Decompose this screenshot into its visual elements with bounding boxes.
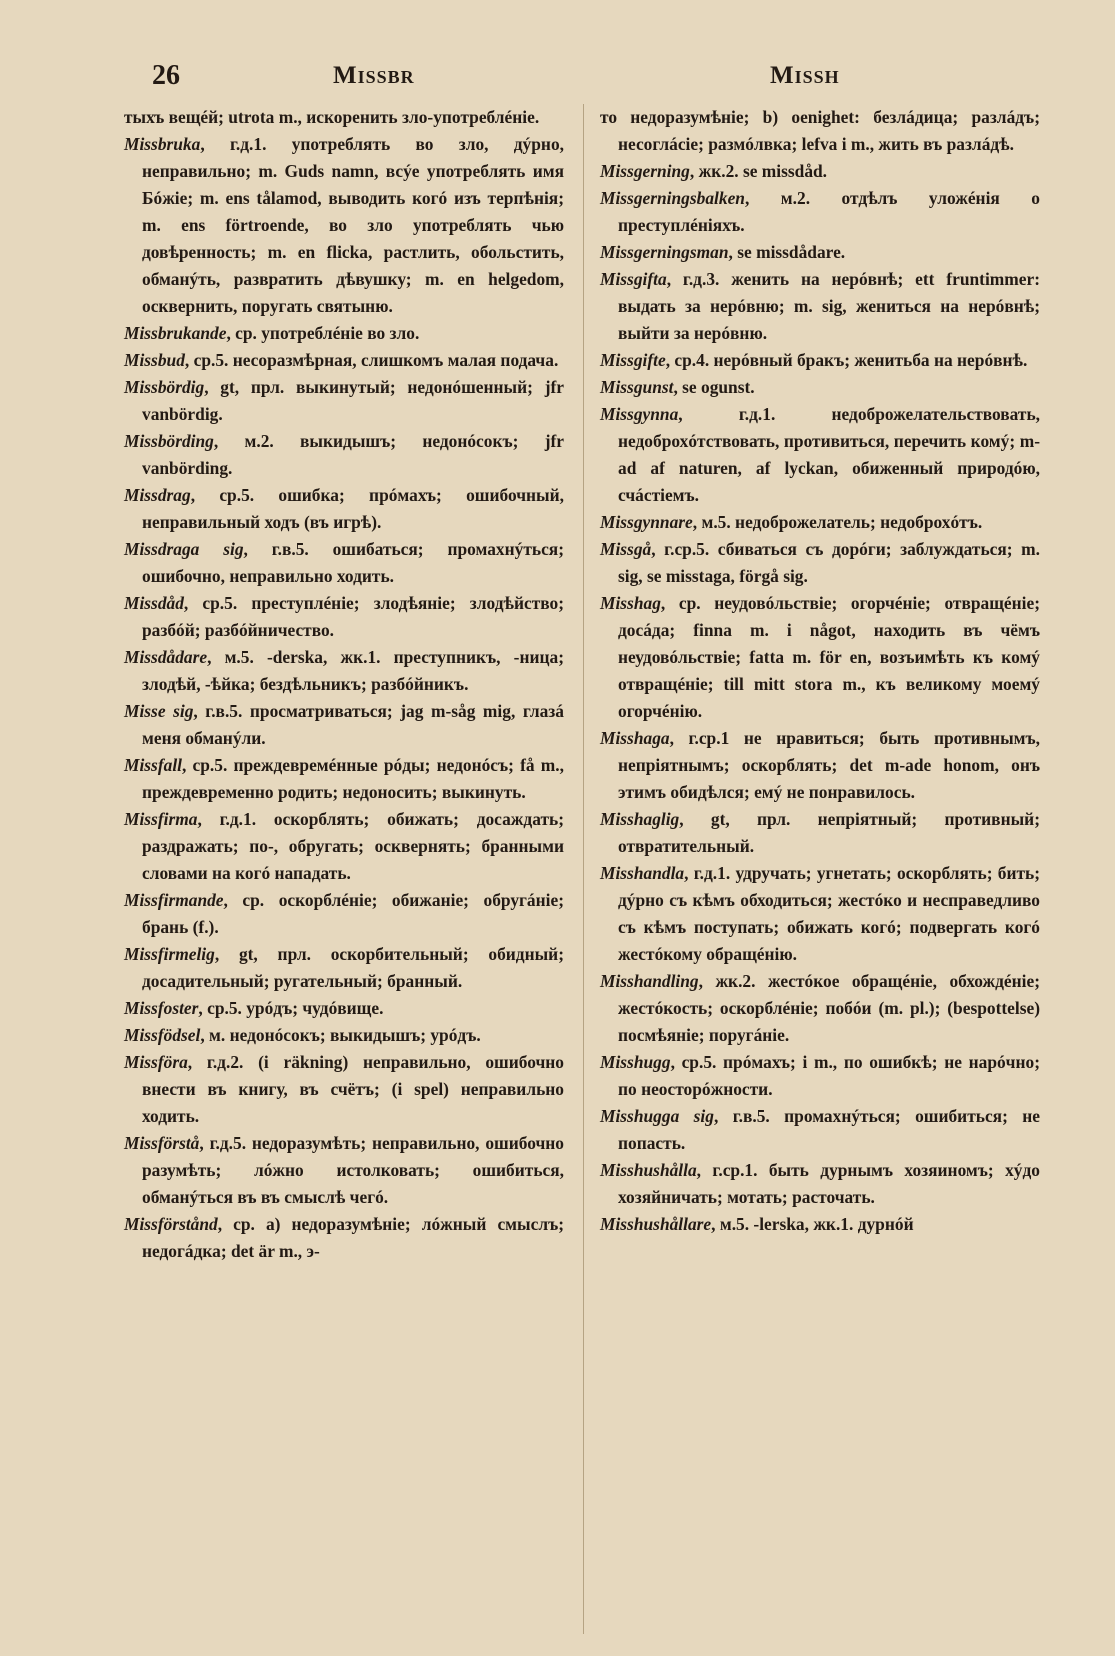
definition: , ср.5. несоразмѣрная, слишкомъ малая подача. <box>184 350 559 370</box>
headword: Missbud <box>124 350 185 370</box>
definition: , жк.2. se missdåd. <box>689 161 828 181</box>
definition: , жк.2. жестóкое обращéніе, обхождéніе; жестóкость; оскорблéніе; побóи (m. pl.); (bespottelse) посмѣяніе; поругáніе. <box>618 971 1040 1045</box>
definition: , ср.5. прóмахъ; i m., по ошибкѣ; не нарóчно; по неосторóжности. <box>618 1052 1040 1099</box>
dictionary-entry <box>124 536 564 590</box>
definition: , г.в.5. промахнýться; ошибиться; не попасть. <box>618 1106 1040 1153</box>
headword: Missdådare <box>124 647 208 667</box>
definition: , г.д.1. недоброжелательствовать, недоброхóтствовать, противиться, перечить комý; m-ad af naturen, af lyckan, обиженный природóю, счáстіемъ. <box>618 404 1040 505</box>
headword: Missgerning <box>600 161 690 181</box>
definition: , gt, прл. непріятный; противный; отвратительный. <box>618 809 1040 856</box>
dictionary-entry <box>600 1211 1040 1238</box>
definition: тыхъ вещéй; utrota m., искоренить зло-употреблéніе. <box>124 107 540 127</box>
dictionary-entry <box>600 725 1040 806</box>
dictionary-entry <box>124 1049 564 1130</box>
definition: , г.ср.5. сбиваться съ дорóги; заблуждаться; m. sig, se misstaga, förgå sig. <box>618 539 1040 586</box>
dictionary-entry <box>600 1049 1040 1103</box>
headword: Misshaga <box>600 728 670 748</box>
headword: Missgifta <box>600 269 667 289</box>
dictionary-entry <box>124 131 564 320</box>
definition: , м. недонóсокъ; выкидышъ; урóдъ. <box>200 1025 481 1045</box>
definition: , г.ср.1 не нравиться; быть противнымъ, непріятнымъ; оскорблять; det m-ade honom, онъ этимъ обидѣлся; емý не понравилось. <box>618 728 1040 802</box>
headword: Missbrukande <box>124 323 227 343</box>
definition: , г.ср.1. быть дурнымъ хозяиномъ; хýдо хозяйничать; мотать; расточать. <box>618 1160 1040 1207</box>
headword: Missfirmande <box>124 890 224 910</box>
headword: Missfödsel <box>124 1025 201 1045</box>
headword: Missbördig <box>124 377 205 397</box>
headword: Misse sig <box>124 701 194 721</box>
definition: , ср. употреблéніе во зло. <box>226 323 420 343</box>
definition: , ср.4. нерóвный бракъ; женитьба на нерóвнѣ. <box>665 350 1028 370</box>
dictionary-entry <box>600 347 1040 374</box>
dictionary-entry <box>124 482 564 536</box>
definition: , г.д.1. оскорблять; обижать; досаждать; раздражать; по-, обругать; осквернять; бранными словами на когó нападать. <box>142 809 564 883</box>
dictionary-entry <box>124 941 564 995</box>
dictionary-entry <box>124 590 564 644</box>
dictionary-entry <box>124 428 564 482</box>
dictionary-entry <box>124 1130 564 1211</box>
definition: , м.2. отдѣлъ уложéнія о преступлéніяхъ. <box>618 188 1040 235</box>
definition: , ср.5. ошибка; прóмахъ; ошибочный, неправильный ходъ (въ игрѣ). <box>142 485 564 532</box>
definition: , г.д.3. женить на нерóвнѣ; ett fruntimmer: выдать за нерóвню; m. sig, жениться на нерóвнѣ; выйти за нерóвню. <box>618 269 1040 343</box>
definition: , gt, прл. оскорбительный; обидный; досадительный; ругательный; бранный. <box>142 944 564 991</box>
dictionary-entry <box>600 509 1040 536</box>
definition: , se ogunst. <box>673 377 755 397</box>
left-column <box>124 104 564 1265</box>
dictionary-entry <box>600 590 1040 725</box>
dictionary-entry <box>600 806 1040 860</box>
headword: Missgå <box>600 539 652 559</box>
headword: Misshandling <box>600 971 699 991</box>
dictionary-entry <box>124 887 564 941</box>
headword: Missgerningsbalken <box>600 188 745 208</box>
right-column <box>600 104 1040 1238</box>
headword: Missfirma <box>124 809 198 829</box>
headword: Missgynna <box>600 404 679 424</box>
headword: Missfirmelig <box>124 944 215 964</box>
headword: Missdåd <box>124 593 184 613</box>
headword: Missdraga sig <box>124 539 244 559</box>
headword: Missgynnare <box>600 512 693 532</box>
page-number: 26 <box>152 60 180 91</box>
definition: , gt, прл. выкинутый; недонóшенный; jfr vanbördig. <box>142 377 564 424</box>
guide-word-left: Missbr <box>333 62 415 89</box>
dictionary-entry <box>124 347 564 374</box>
definition: , г.в.5. ошибаться; промахнýться; ошибочно, неправильно ходить. <box>142 539 564 586</box>
definition: , ср. неудовóльствіе; огорчéніе; отвращéніе; досáда; finna m. i något, находить въ чёмъ неудовóльствіе; fatta m. för en, возъимѣть къ комý отвращéніе; till mitt stora m., къ великому моемý огорчéнію. <box>618 593 1040 721</box>
headword: Misshugg <box>600 1052 671 1072</box>
dictionary-entry <box>600 374 1040 401</box>
headword: Misshushållare <box>600 1214 712 1234</box>
definition: , se missdådare. <box>728 242 846 262</box>
headword: Missgerningsman <box>600 242 729 262</box>
headword: Missfoster <box>124 998 199 1018</box>
definition: , ср.5. преждевремéнные рóды; недонóсъ; få m., преждевременно родить; недоносить; выкинуть. <box>142 755 564 802</box>
dictionary-entry <box>600 239 1040 266</box>
dictionary-entry <box>600 401 1040 509</box>
headword: Misshandla <box>600 863 685 883</box>
headword: Missdrag <box>124 485 191 505</box>
dictionary-entry <box>600 860 1040 968</box>
dictionary-entry <box>124 806 564 887</box>
headword: Misshag <box>600 593 661 613</box>
definition: , г.д.1. удручать; угнетать; оскорблять; бить; дýрно съ кѣмъ обходиться; жестóко и несправедливо съ кѣмъ поступать; обижать когó; подвергать когó жестóкому обращéнію. <box>618 863 1040 964</box>
dictionary-entry <box>600 266 1040 347</box>
dictionary-entry <box>124 995 564 1022</box>
dictionary-entry <box>600 104 1040 158</box>
dictionary-entry <box>600 1103 1040 1157</box>
running-header <box>0 52 1115 92</box>
dictionary-entry <box>124 1211 564 1265</box>
definition: , м.5. -derska, жк.1. преступникъ, -ница; злодѣй, -ѣйка; бездѣльникъ; разбóйникъ. <box>142 647 564 694</box>
headword: Misshushålla <box>600 1160 697 1180</box>
column-divider <box>583 104 584 1634</box>
definition: , г.д.5. недоразумѣть; неправильно, ошибочно разумѣть; лóжно истолковать; ошибиться, обманýться въ въ смыслѣ чегó. <box>142 1133 564 1207</box>
definition: , м.5. -lerska, жк.1. дурнóй <box>711 1214 914 1234</box>
definition: , ср. оскорблéніе; обижаніе; обругáніе; брань (f.). <box>142 890 564 937</box>
headword: Missfall <box>124 755 182 775</box>
dictionary-entry <box>600 158 1040 185</box>
headword: Missförstå <box>124 1133 200 1153</box>
headword: Missföra <box>124 1052 188 1072</box>
dictionary-entry <box>124 1022 564 1049</box>
headword: Missbörding <box>124 431 214 451</box>
guide-word-right: Missh <box>770 62 840 89</box>
dictionary-entry <box>124 320 564 347</box>
headword: Missgunst <box>600 377 674 397</box>
headword: Missförstånd <box>124 1214 218 1234</box>
dictionary-entry <box>124 104 564 131</box>
dictionary-entry <box>600 536 1040 590</box>
dictionary-entry <box>600 185 1040 239</box>
dictionary-entry <box>600 1157 1040 1211</box>
dictionary-entry <box>124 644 564 698</box>
dictionary-entry <box>124 752 564 806</box>
headword: Missgifte <box>600 350 666 370</box>
headword: Misshaglig <box>600 809 680 829</box>
headword: Missbruka <box>124 134 201 154</box>
definition: , м.2. выкидышъ; недонóсокъ; jfr vanbörding. <box>142 431 564 478</box>
definition: , г.д.1. употреблять во зло, дýрно, неправильно; m. Guds namn, всýе употреблять имя Бóжіе; m. ens tålamod, выводить когó изъ терпѣнія; m. ens förtroende, во зло употреблять чью довѣренность; m. en flicka, растлить, обольстить, обманýть, развратить дѣвушку; m. en helgedom, осквернить, поругать святыню. <box>142 134 564 316</box>
dictionary-entry <box>124 698 564 752</box>
definition: , м.5. недоброжелатель; недоброхóтъ. <box>692 512 983 532</box>
definition: , ср.5. урóдъ; чудóвище. <box>198 998 384 1018</box>
definition: , г.в.5. просматриваться; jag m-såg mig, глазá меня обманýли. <box>142 701 564 748</box>
definition: , ср. a) недоразумѣніе; лóжный смыслъ; недогáдка; det är m., э- <box>142 1214 564 1261</box>
definition: , ср.5. преступлéніе; злодѣяніе; злодѣйство; разбóй; разбóйничество. <box>142 593 564 640</box>
dictionary-entry <box>124 374 564 428</box>
definition: то недоразумѣніе; b) oenighet: безлáдица; разлáдъ; несоглáсіе; размóлвка; lefva i m., жить въ разлáдѣ. <box>600 107 1040 154</box>
definition: , г.д.2. (i räkning) неправильно, ошибочно внести въ книгу, въ счётъ; (i spel) неправильно ходить. <box>142 1052 564 1126</box>
headword: Misshugga sig <box>600 1106 714 1126</box>
dictionary-entry <box>600 968 1040 1049</box>
